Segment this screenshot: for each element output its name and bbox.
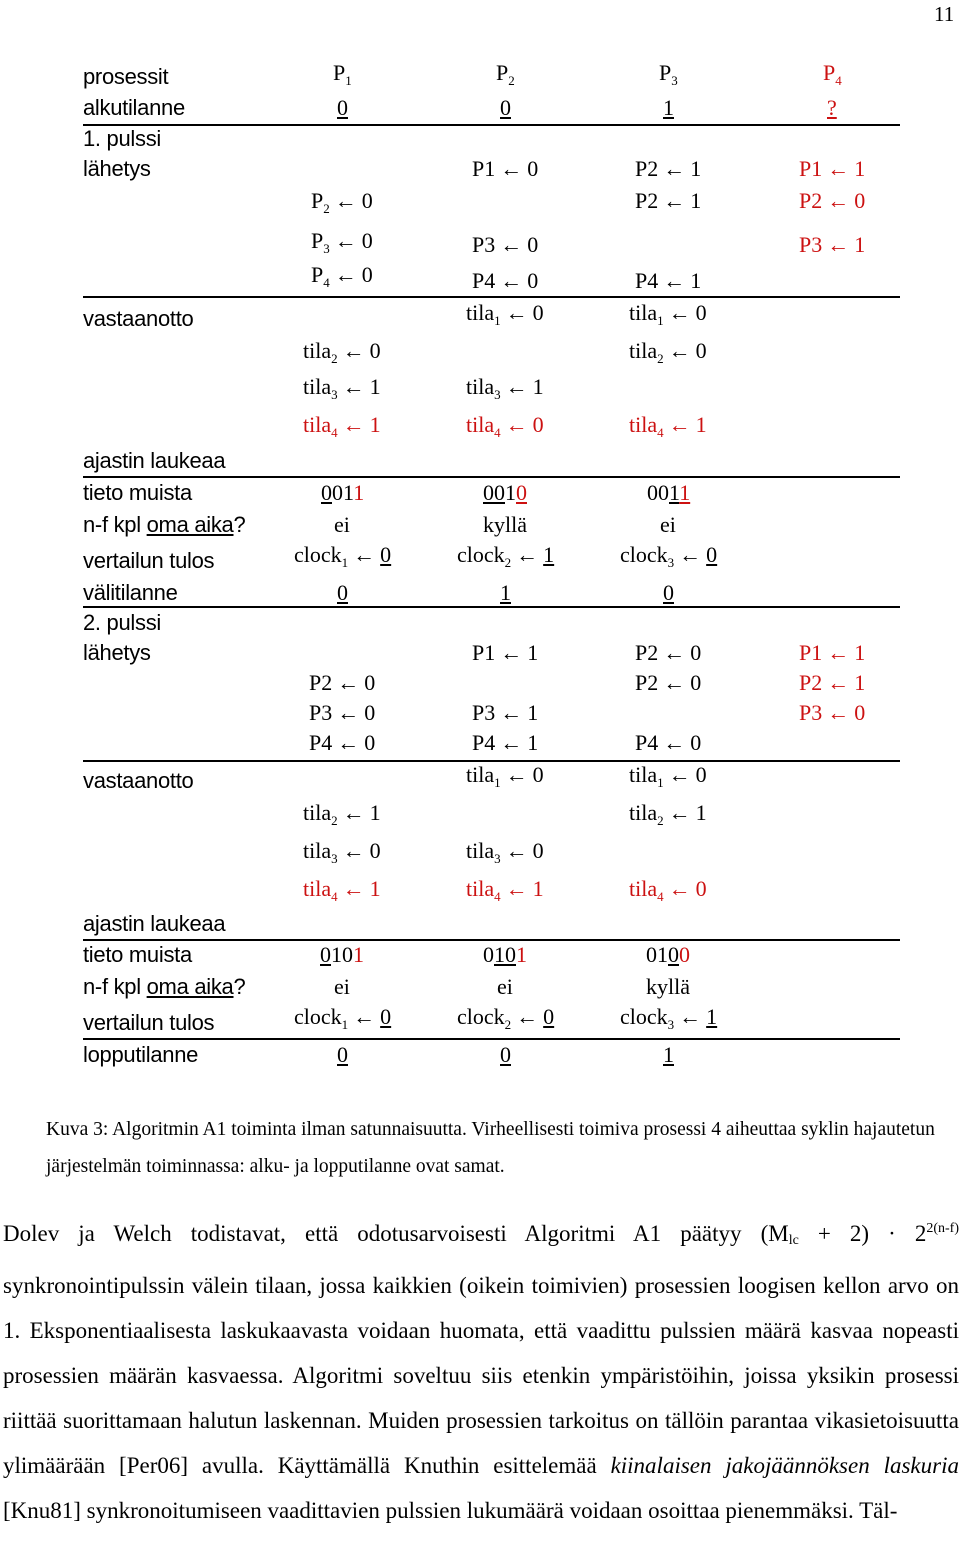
result-p1-c1: 1 xyxy=(500,580,511,605)
result-p1-c0: 0 xyxy=(337,580,348,605)
row-label-nf_kpl: n-f kpl oma aika? xyxy=(83,974,246,999)
rule-after-initial xyxy=(83,124,900,126)
send-p2-r0-c3: P1 ← 1 xyxy=(799,640,866,665)
rule-pulse1-timer xyxy=(83,476,900,478)
own-time-p2-c2: kyllä xyxy=(646,974,690,999)
receive-p1-r2-c1: tila$_3$ ← 1 xyxy=(466,374,544,402)
own-time-p2-c0: ei xyxy=(334,974,350,999)
initial-value-p4: ? xyxy=(827,95,837,120)
send-p1-r2-c3: P3 ← 1 xyxy=(799,232,866,257)
send-p1-r2-c0: $P_3$ ← 0 xyxy=(311,228,373,256)
rule-after-result1 xyxy=(83,606,900,608)
send-p1-r1-c0: $P_2$ ← 0 xyxy=(311,188,373,216)
receive-p2-r1-c0: tila$_2$ ← 1 xyxy=(303,800,381,828)
receive-p1-r1-c0: tila$_2$ ← 0 xyxy=(303,338,381,366)
initial-value-p1: 0 xyxy=(337,95,348,120)
send-p1-r0-c2: P2 ← 1 xyxy=(635,156,702,181)
row-label-lopputilanne: lopputilanne xyxy=(83,1042,199,1067)
rule-pulse2-timer xyxy=(83,939,900,941)
receive-p1-r3-c2: tila$_4$ ← 1 xyxy=(629,412,707,440)
figure-caption: Kuva 3: Algoritmin A1 toiminta ilman satunnaisuutta. Virheellisesti toimiva prosessi 4 aiheuttaa syklin hajautetun järjestelmän toiminnassa: alku- ja lopputilanne ovat samat. xyxy=(46,1119,935,1177)
receive-p2-r2-c0: tila$_3$ ← 0 xyxy=(303,838,381,866)
compare-p1-c1: clock$_2$ ← 1 xyxy=(457,542,555,570)
compare-p2-c1: clock$_2$ ← 0 xyxy=(457,1004,555,1032)
send-p2-r3-c0: P4 ← 0 xyxy=(309,730,376,755)
body-text-4: [Knu81] synkronoitumiseen vaadittavien pulssien lukumäärä voidaan osoittaa pienemmäksi. Täl- xyxy=(3,1498,898,1523)
send-p2-r2-c3: P3 ← 0 xyxy=(799,700,866,725)
row-label-vastaanotto: vastaanotto xyxy=(83,306,194,331)
process-header-p2: $P_2$ xyxy=(496,60,515,88)
row-label-lahetys: lähetys xyxy=(83,640,151,665)
body-text-2: + 2) · 2 xyxy=(798,1221,927,1246)
receive-p2-r0-c2: tila$_1$ ← 0 xyxy=(629,762,707,790)
receive-p1-r3-c1: tila$_4$ ← 0 xyxy=(466,412,544,440)
info-p1-c2: 0011 xyxy=(647,480,691,505)
send-p1-r2-c1: P3 ← 0 xyxy=(472,232,539,257)
body-paragraph xyxy=(3,1206,959,1533)
send-p2-r1-c2: P2 ← 0 xyxy=(635,670,702,695)
compare-p2-c2: clock$_3$ ← 1 xyxy=(620,1004,718,1032)
own-time-p1-c2: ei xyxy=(660,512,676,537)
body-text-3: synkronointipulssin välein tilaan, jossa kaikkien (oikein toimivien) prosessien loogisen kellon arvo on 1. Eksponentiaalisesta laskukaavasta voidaan huomata, että vaadittu pulssien määrä kasvaa nopeasti prosessien määrän kasvaessa. Algoritmi soveltuu siis etenkin ympäristöihin, joissa yksikin prosessi riittää suorittamaan halutun laskennan. Muiden prosessien tarkoitus on tällöin parantaa vikasietoisuutta ylimäärään [Per06] avulla. Käyttämällä Knuthin esittelemää xyxy=(3,1273,959,1478)
send-p2-r2-c0: P3 ← 0 xyxy=(309,700,376,725)
receive-p1-r2-c0: tila$_3$ ← 1 xyxy=(303,374,381,402)
final-value-p1: 0 xyxy=(337,1042,348,1067)
send-p2-r2-c1: P3 ← 1 xyxy=(472,700,539,725)
receive-p1-r0-c1: tila$_1$ ← 0 xyxy=(466,300,544,328)
send-p1-r0-c3: P1 ← 1 xyxy=(799,156,866,181)
send-p1-r3-c1: P4 ← 0 xyxy=(472,268,539,293)
process-header-p4: $P_4$ xyxy=(823,60,842,88)
send-p2-r3-c2: P4 ← 0 xyxy=(635,730,702,755)
send-p2-r0-c2: P2 ← 0 xyxy=(635,640,702,665)
info-p2-c1: 0101 xyxy=(483,942,527,967)
row-label-ajastin: ajastin laukeaa xyxy=(83,911,226,936)
info-p1-c0: 0011 xyxy=(321,480,365,505)
compare-p1-c0: clock$_1$ ← 0 xyxy=(294,542,392,570)
row-label-valitilanne: välitilanne xyxy=(83,580,178,605)
row-label-tieto_muista: tieto muista xyxy=(83,942,192,967)
receive-p2-r3-c0: tila$_4$ ← 1 xyxy=(303,876,381,904)
send-p2-r3-c1: P4 ← 1 xyxy=(472,730,539,755)
body-superscript: 2(n-f) xyxy=(926,1221,960,1236)
row-label-vertailun_tulos: vertailun tulos xyxy=(83,1010,215,1035)
send-p1-r3-c2: P4 ← 1 xyxy=(635,268,702,293)
row-label-vastaanotto: vastaanotto xyxy=(83,768,194,793)
body-subscript-lc: lc xyxy=(788,1233,799,1248)
receive-p2-r2-c1: tila$_3$ ← 0 xyxy=(466,838,544,866)
send-p1-r1-c2: P2 ← 1 xyxy=(635,188,702,213)
info-p1-c1: 0010 xyxy=(483,480,527,505)
receive-p2-r0-c1: tila$_1$ ← 0 xyxy=(466,762,544,790)
info-p2-c0: 0101 xyxy=(320,942,364,967)
receive-p2-r3-c2: tila$_4$ ← 0 xyxy=(629,876,707,904)
body-italic-term: kiinalaisen jakojäännöksen laskuria xyxy=(610,1453,959,1478)
result-p1-c2: 0 xyxy=(663,580,674,605)
rule-pulse1-send xyxy=(83,296,900,298)
process-header-p3: $P_3$ xyxy=(659,60,678,88)
body-text-1: Dolev ja Welch todistavat, että odotusarvoisesti Algoritmi A1 päätyy (M xyxy=(3,1221,789,1246)
own-time-p1-c0: ei xyxy=(334,512,350,537)
row-label-alkutilanne: alkutilanne xyxy=(83,95,185,120)
receive-p1-r3-c0: tila$_4$ ← 1 xyxy=(303,412,381,440)
row-label-lahetys: lähetys xyxy=(83,156,151,181)
send-p2-r1-c3: P2 ← 1 xyxy=(799,670,866,695)
final-value-p3: 1 xyxy=(663,1042,674,1067)
send-p1-r0-c1: P1 ← 0 xyxy=(472,156,539,181)
info-p2-c2: 0100 xyxy=(646,942,690,967)
receive-p1-r0-c2: tila$_1$ ← 0 xyxy=(629,300,707,328)
initial-value-p2: 0 xyxy=(500,95,511,120)
send-p2-r0-c1: P1 ← 1 xyxy=(472,640,539,665)
row-label-ajastin: ajastin laukeaa xyxy=(83,448,226,473)
final-value-p2: 0 xyxy=(500,1042,511,1067)
send-p1-r3-c0: $P_4$ ← 0 xyxy=(311,262,373,290)
process-header-p1: $P_1$ xyxy=(333,60,352,88)
row-label-vertailun_tulos: vertailun tulos xyxy=(83,548,215,573)
own-time-p1-c1: kyllä xyxy=(483,512,527,537)
receive-p1-r1-c2: tila$_2$ ← 0 xyxy=(629,338,707,366)
page-number: 11 xyxy=(934,2,955,26)
row-label-nf_kpl: n-f kpl oma aika? xyxy=(83,512,246,537)
row-label-tieto_muista: tieto muista xyxy=(83,480,192,505)
receive-p2-r1-c2: tila$_2$ ← 1 xyxy=(629,800,707,828)
row-label-pulssi1: 1. pulssi xyxy=(83,126,162,151)
send-p2-r1-c0: P2 ← 0 xyxy=(309,670,376,695)
row-label-prosessit: prosessit xyxy=(83,64,169,89)
compare-p2-c0: clock$_1$ ← 0 xyxy=(294,1004,392,1032)
send-p1-r1-c3: P2 ← 0 xyxy=(799,188,866,213)
rule-before-final xyxy=(83,1038,900,1040)
compare-p1-c2: clock$_3$ ← 0 xyxy=(620,542,718,570)
receive-p2-r3-c1: tila$_4$ ← 1 xyxy=(466,876,544,904)
row-label-pulssi2: 2. pulssi xyxy=(83,610,162,635)
own-time-p2-c1: ei xyxy=(497,974,513,999)
initial-value-p3: 1 xyxy=(663,95,674,120)
